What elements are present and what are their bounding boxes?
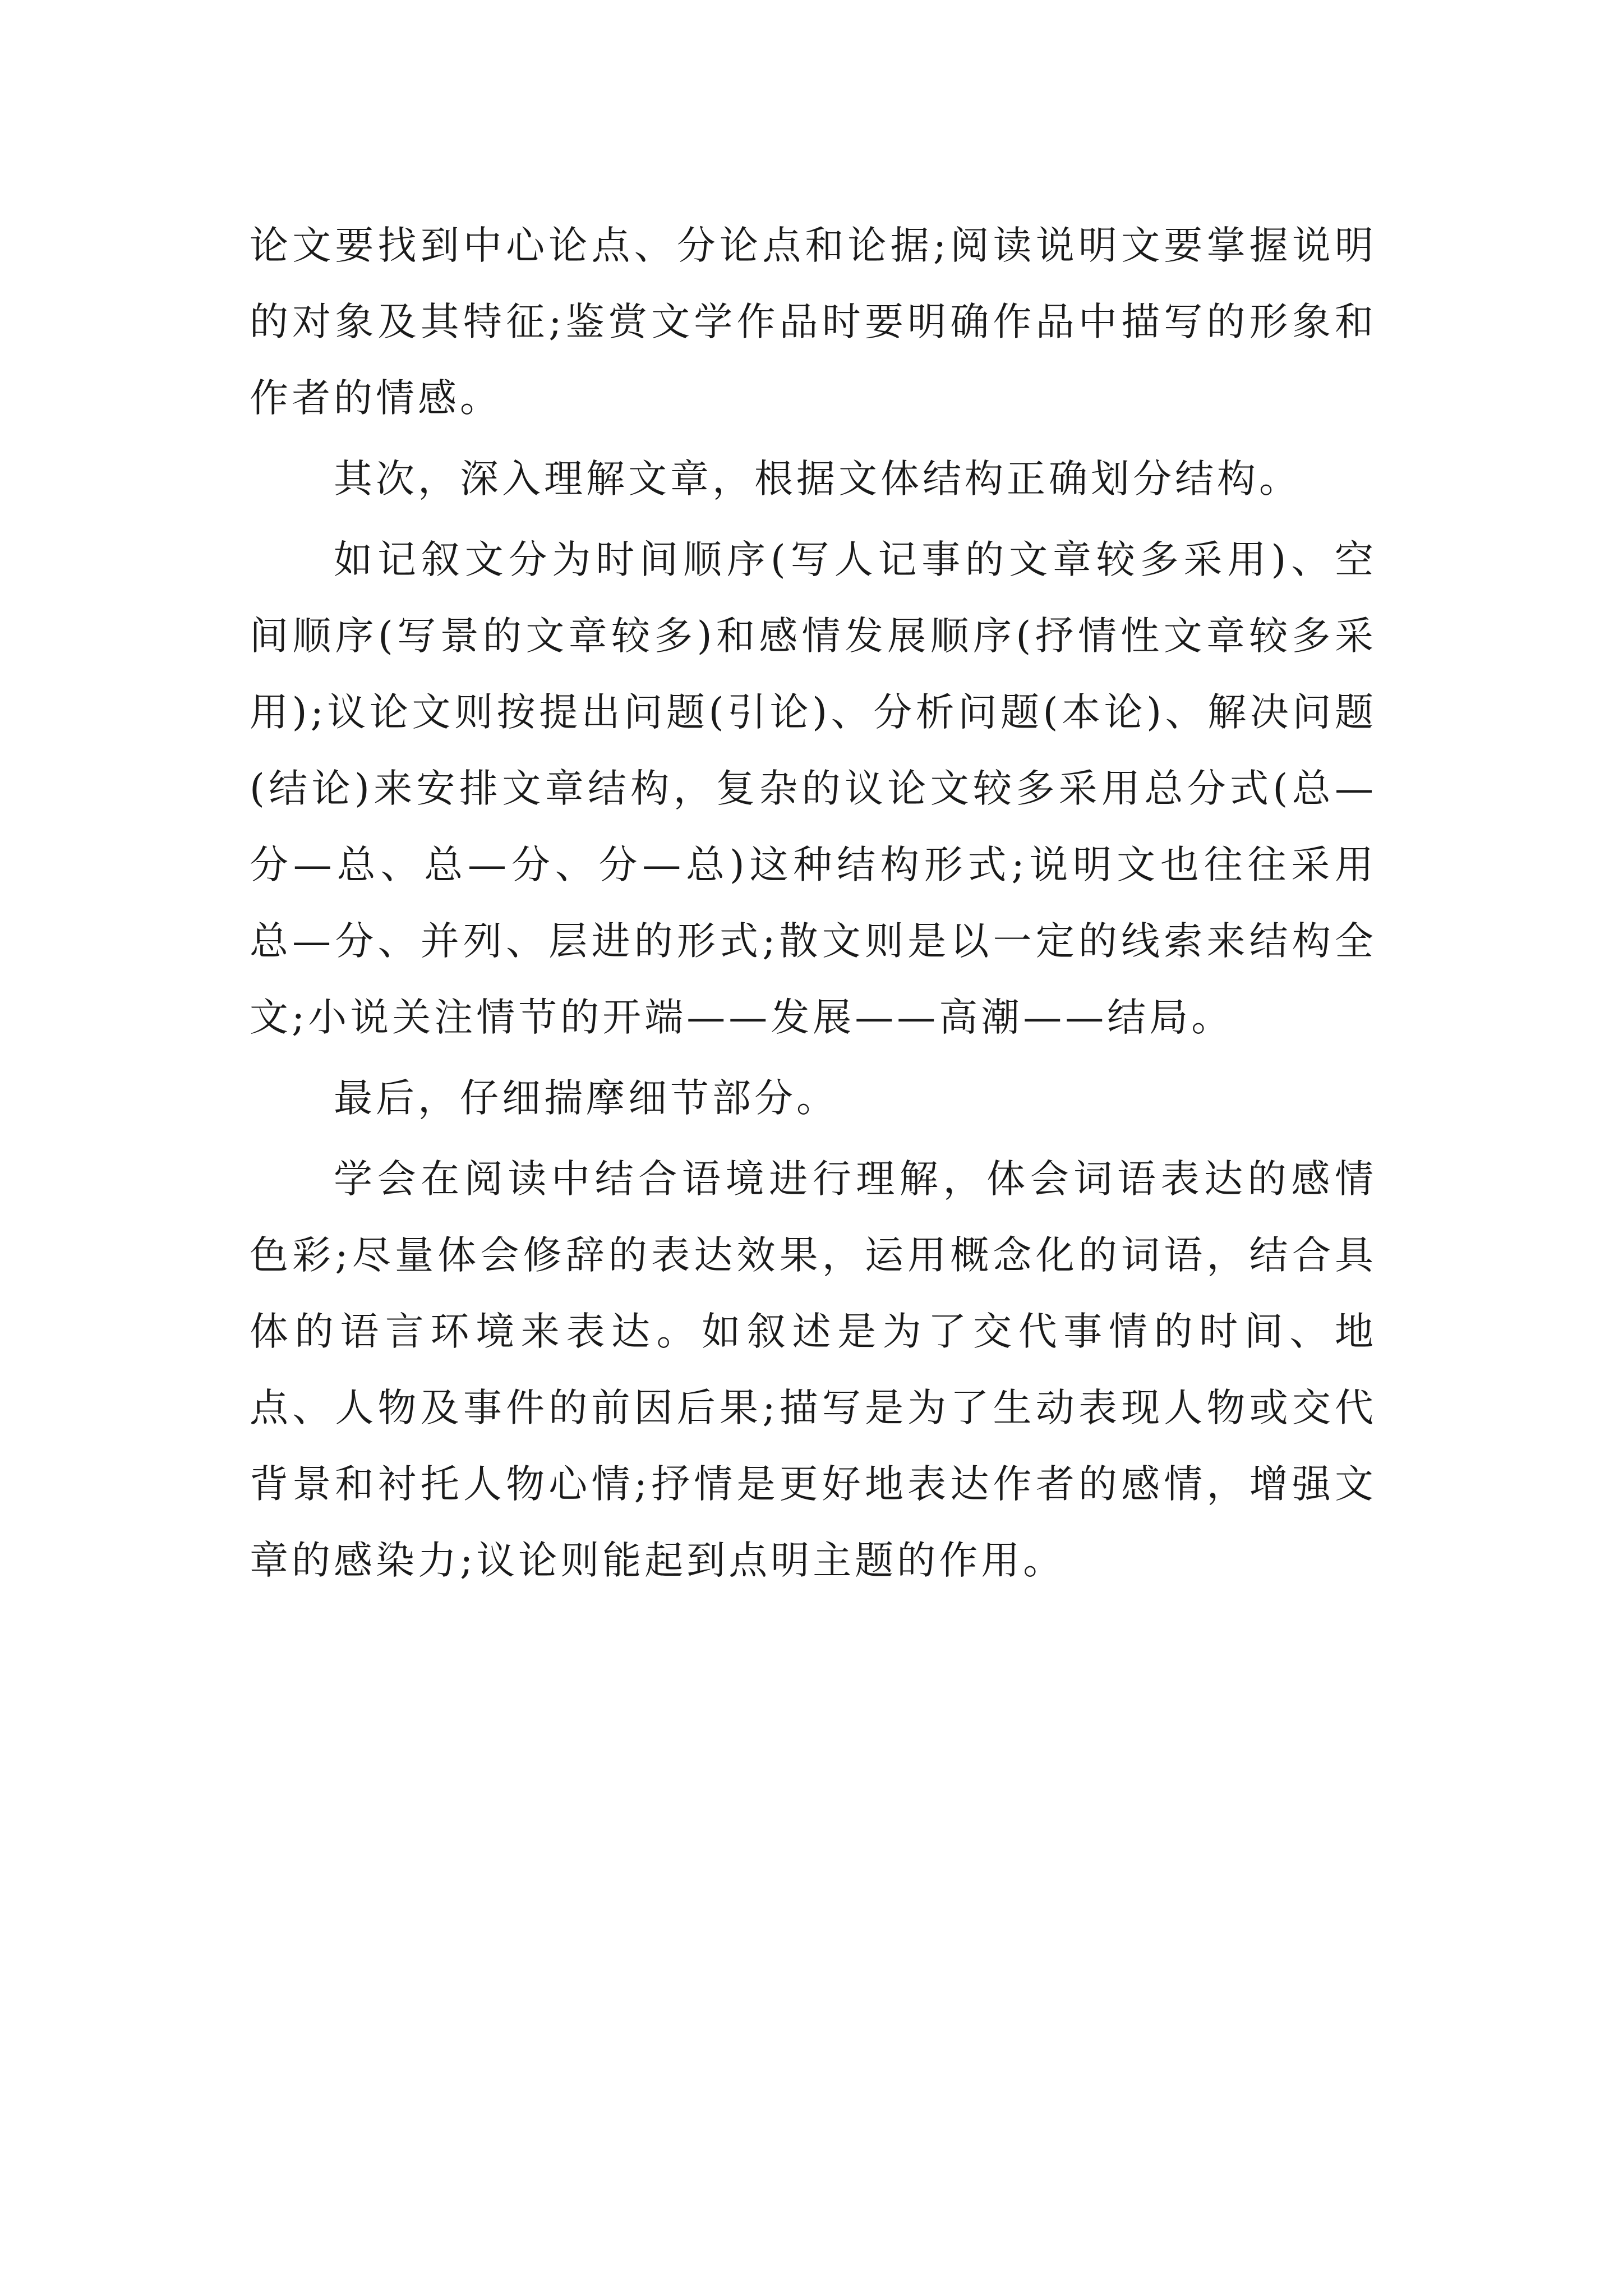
paragraph-structure-examples: 如记叙文分为时间顺序(写人记事的文章较多采用)、空间顺序(写景的文章较多)和感情发展顺序(抒情性文章较多采用);议论文则按提出问题(引论)、分析问题(本论)、解决问题(结论)来安排文章结构，复杂的议论文较多采用总分式(总—分—总、总—分、分—总)这种结构形式;说明文也往往采用总—分、并列、层进的形式;散文则是以一定的线索来结构全文;小说关注情节的开端——发展——高潮——结局。	[250, 537, 1377, 1040]
paragraph-continuation: 论文要找到中心论点、分论点和论据;阅读说明文要掌握说明的对象及其特征;鉴赏文学作品时要明确作品中描写的形象和作者的情感。	[250, 223, 1377, 421]
document-body	[250, 208, 1377, 1603]
paragraph-final-step: 最后，仔细揣摩细节部分。	[334, 1076, 838, 1121]
paragraph-second-step: 其次，深入理解文章，根据文体结构正确划分结构。	[334, 457, 1301, 501]
paragraph-detail-examples: 学会在阅读中结合语境进行理解，体会词语表达的感情色彩;尽量体会修辞的表达效果，运用概念化的词语，结合具体的语言环境来表达。如叙述是为了交代事情的时间、地点、人物及事件的前因后果;描写是为了生动表现人物或交代背景和衬托人物心情;抒情是更好地表达作者的感情，增强文章的感染力;议论则能起到点明主题的作用。	[250, 1157, 1377, 1583]
